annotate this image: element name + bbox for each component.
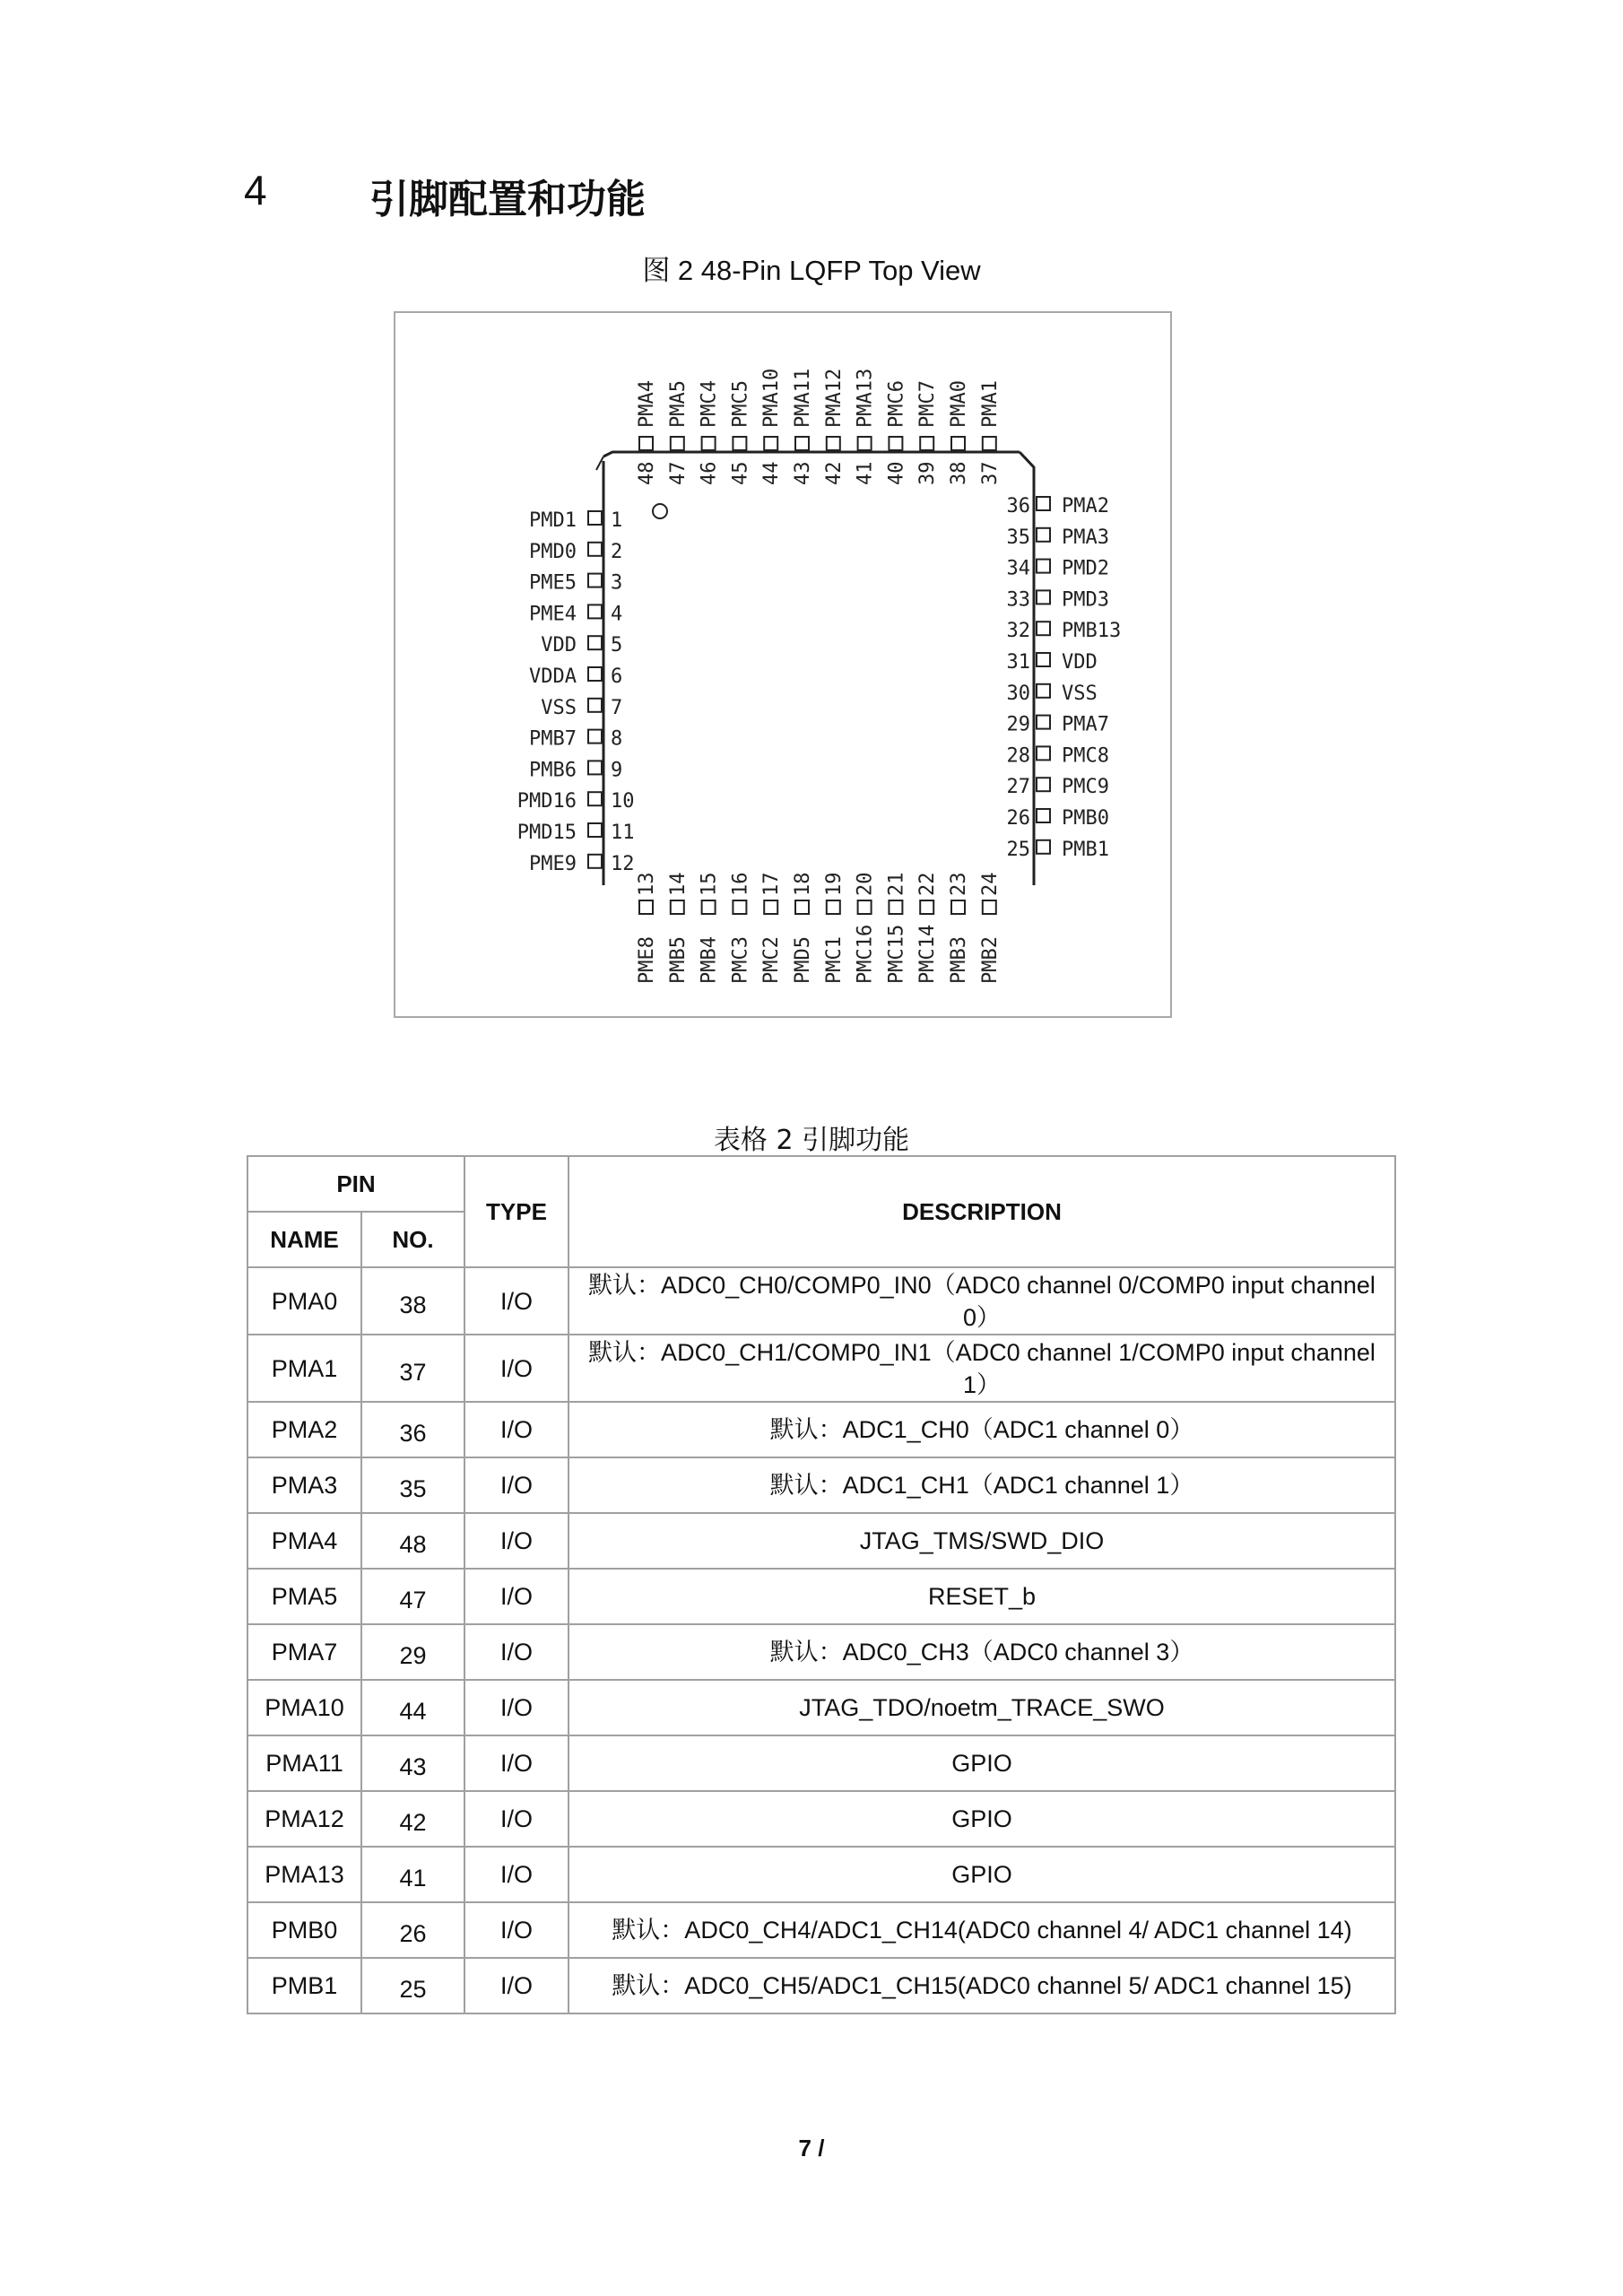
- cell-description: JTAG_TDO/noetm_TRACE_SWO: [568, 1680, 1395, 1735]
- pin-name: VDD: [1062, 651, 1098, 674]
- header-no: NO.: [361, 1212, 464, 1267]
- pin-number: 31: [1006, 651, 1030, 674]
- cell-description: 默认：ADC0_CH5/ADC1_CH15(ADC0 channel 5/ ADC1 channel 15): [568, 1958, 1395, 2013]
- pin-number: 47: [666, 461, 690, 485]
- pin-pad-bottom: [983, 900, 996, 914]
- pin-number: 14: [666, 872, 690, 896]
- pin-name: PMB3: [948, 936, 970, 984]
- pin-number: 39: [916, 461, 940, 485]
- cell-type: I/O: [464, 1735, 568, 1791]
- cell-name: PMA4: [247, 1513, 361, 1569]
- pin-number: 19: [822, 872, 846, 896]
- pin-name: PMB1: [1062, 838, 1109, 861]
- cell-no: 35: [361, 1457, 464, 1513]
- pin-pad-top: [671, 437, 684, 450]
- cell-description: 默认：ADC0_CH0/COMP0_IN0（ADC0 channel 0/COMP0 input channel 0）: [568, 1267, 1395, 1335]
- cell-name: PMA1: [247, 1335, 361, 1402]
- cell-description: 默认：ADC0_CH4/ADC1_CH14(ADC0 channel 4/ ADC1 channel 14): [568, 1902, 1395, 1958]
- pin-pad-right: [1037, 622, 1050, 635]
- cell-name: PMA5: [247, 1569, 361, 1624]
- pin-pad-bottom: [889, 900, 902, 914]
- pin-number: 35: [1006, 526, 1030, 549]
- cell-no: 41: [361, 1847, 464, 1902]
- pin-pad-right: [1037, 746, 1050, 760]
- cell-name: PMB1: [247, 1958, 361, 2013]
- pin-number: 9: [611, 759, 623, 782]
- cell-description: GPIO: [568, 1735, 1395, 1791]
- pin-pad-bottom: [951, 900, 965, 914]
- pin-name: PMD2: [1062, 557, 1109, 580]
- pin-number: 34: [1006, 557, 1030, 580]
- pin-pad-right: [1037, 778, 1050, 791]
- pin-number: 36: [1006, 495, 1030, 517]
- pin-number: 41: [854, 461, 877, 485]
- pin-pad-right: [1037, 528, 1050, 542]
- pin-pad-right: [1037, 653, 1050, 666]
- pin-pad-top: [827, 437, 840, 450]
- cell-no: 38: [361, 1267, 464, 1335]
- pin-name: PMC1: [822, 936, 846, 984]
- pin-number: 1: [611, 509, 623, 532]
- pin-number: 28: [1006, 744, 1030, 768]
- page-number: 7 /: [798, 2135, 825, 2161]
- table-caption: 表格 2 引脚功能: [713, 1125, 910, 1156]
- cell-name: PMA2: [247, 1402, 361, 1457]
- pin-number: 30: [1006, 682, 1030, 705]
- pin-name: PMC15: [885, 924, 908, 984]
- pin-pad-bottom: [733, 900, 746, 914]
- cell-name: PMA11: [247, 1735, 361, 1791]
- pin-pad-left: [588, 792, 602, 805]
- pin-number: 10: [611, 790, 635, 813]
- pin-pad-left: [588, 636, 602, 649]
- pin-name: PMB2: [978, 936, 1002, 984]
- chip-top-edge: [603, 452, 1020, 457]
- cell-type: I/O: [464, 1569, 568, 1624]
- pin-name: PMC8: [1062, 744, 1109, 768]
- section-title: 引脚配置和功能: [369, 177, 646, 222]
- section-number: 4: [244, 167, 267, 213]
- pin-name: PMA4: [636, 380, 658, 428]
- pin-pad-top: [951, 437, 965, 450]
- pin-pad-bottom: [671, 900, 684, 914]
- pin-number: 29: [1006, 713, 1030, 736]
- cell-no: 48: [361, 1513, 464, 1569]
- pin-number: 40: [885, 461, 908, 485]
- pin-name: PMC7: [916, 380, 940, 428]
- pin-pad-left: [588, 511, 602, 525]
- pin-pad-right: [1037, 497, 1050, 510]
- pin-pad-right: [1037, 809, 1050, 822]
- cell-type: I/O: [464, 1958, 568, 2013]
- pin-pad-bottom: [920, 900, 933, 914]
- pin-name: PMD15: [516, 822, 577, 844]
- pin-name: PMB7: [529, 727, 577, 751]
- pin-number: 20: [854, 872, 877, 896]
- pin-number: 3: [611, 571, 623, 595]
- pin-pad-bottom: [639, 900, 653, 914]
- pin-name: PMD0: [529, 540, 577, 563]
- cell-no: 44: [361, 1680, 464, 1735]
- pin-number: 26: [1006, 807, 1030, 830]
- pin-pad-left: [588, 823, 602, 837]
- pin-number: 37: [978, 461, 1002, 485]
- cell-type: I/O: [464, 1335, 568, 1402]
- cell-description: JTAG_TMS/SWD_DIO: [568, 1513, 1395, 1569]
- pin-pad-bottom: [858, 900, 872, 914]
- pin-number: 18: [792, 872, 814, 896]
- pin-name: PMD5: [792, 936, 814, 984]
- pin-number: 32: [1006, 620, 1030, 643]
- pin-pad-left: [588, 604, 602, 618]
- cell-type: I/O: [464, 1513, 568, 1569]
- pin-pad-left: [588, 574, 602, 587]
- pin-number: 24: [978, 872, 1002, 896]
- pin-function-table: [247, 1155, 1396, 2014]
- pin-name: PMA10: [760, 368, 784, 428]
- cell-description: GPIO: [568, 1847, 1395, 1902]
- table-row: [247, 1902, 1395, 1958]
- pin-number: 8: [611, 727, 623, 751]
- cell-name: PMA12: [247, 1791, 361, 1847]
- pin-pad-right: [1037, 684, 1050, 698]
- pin-name: PMD16: [516, 790, 577, 813]
- pin-pad-right: [1037, 590, 1050, 604]
- pin-name: PMC5: [729, 380, 752, 428]
- table-row: [247, 1624, 1395, 1680]
- pin-name: PMA3: [1062, 526, 1109, 549]
- pin-number: 45: [729, 461, 752, 485]
- cell-type: I/O: [464, 1791, 568, 1847]
- cell-description: RESET_b: [568, 1569, 1395, 1624]
- cell-type: I/O: [464, 1267, 568, 1335]
- pin-number: 27: [1006, 776, 1030, 799]
- pin-number: 4: [611, 603, 623, 626]
- header-name: NAME: [247, 1212, 361, 1267]
- cell-description: 默认：ADC1_CH0（ADC1 channel 0）: [568, 1402, 1395, 1457]
- pin-pad-left: [588, 699, 602, 712]
- pin-number: 7: [611, 696, 623, 719]
- pin-name: VDDA: [529, 665, 577, 688]
- pin-pad-top: [858, 437, 872, 450]
- pin-name: VDD: [541, 634, 577, 657]
- cell-no: 42: [361, 1791, 464, 1847]
- pin-name: PMC2: [760, 936, 784, 984]
- cell-name: PMA0: [247, 1267, 361, 1335]
- cell-type: I/O: [464, 1680, 568, 1735]
- pin-number: 6: [611, 665, 623, 688]
- cell-no: 43: [361, 1735, 464, 1791]
- pin-name: PMA13: [854, 368, 877, 428]
- lqfp48-diagram: [395, 313, 1170, 1016]
- pin-number: 16: [729, 872, 752, 896]
- pin-number: 22: [916, 872, 940, 896]
- cell-name: PMA3: [247, 1457, 361, 1513]
- pin-pad-top: [920, 437, 933, 450]
- pin-pad-left: [588, 543, 602, 556]
- pin-name: PMA5: [666, 380, 690, 428]
- pin-pad-bottom: [795, 900, 809, 914]
- pin-name: PMC6: [885, 380, 908, 428]
- cell-description: GPIO: [568, 1791, 1395, 1847]
- pin-name: PMD3: [1062, 588, 1109, 612]
- cell-description: 默认：ADC0_CH3（ADC0 channel 3）: [568, 1624, 1395, 1680]
- cell-name: PMA7: [247, 1624, 361, 1680]
- pin-name: PME8: [636, 936, 658, 984]
- table-row: [247, 1335, 1395, 1402]
- table-row: [247, 1267, 1395, 1335]
- pin-pad-top: [795, 437, 809, 450]
- cell-no: 47: [361, 1569, 464, 1624]
- pin-number: 38: [948, 461, 970, 485]
- pin-pad-top: [764, 437, 777, 450]
- table-row: [247, 1791, 1395, 1847]
- pin-number: 43: [792, 461, 814, 485]
- pin-name: VSS: [541, 696, 577, 719]
- pin-name: PMB4: [698, 936, 721, 984]
- cell-no: 36: [361, 1402, 464, 1457]
- cell-type: I/O: [464, 1902, 568, 1958]
- pin-number: 12: [611, 852, 635, 875]
- cell-no: 37: [361, 1335, 464, 1402]
- pin-number: 23: [948, 872, 970, 896]
- pin-name: PMC9: [1062, 776, 1109, 799]
- pin-pad-right: [1037, 716, 1050, 729]
- pin-name: PMC4: [698, 380, 721, 428]
- pin-name: PMA1: [978, 380, 1002, 428]
- pin-pad-left: [588, 761, 602, 774]
- cell-name: PMB0: [247, 1902, 361, 1958]
- table-row: [247, 1402, 1395, 1457]
- cell-name: PMA10: [247, 1680, 361, 1735]
- pin-pad-top: [639, 437, 653, 450]
- pin-name: PMC14: [916, 924, 940, 984]
- cell-no: 26: [361, 1902, 464, 1958]
- pinout-figure: [394, 311, 1172, 1018]
- cell-description: 默认：ADC0_CH1/COMP0_IN1（ADC0 channel 1/COMP0 input channel 1）: [568, 1335, 1395, 1402]
- pin-name: PMD1: [529, 509, 577, 532]
- table-row: [247, 1680, 1395, 1735]
- pin-pad-top: [983, 437, 996, 450]
- header-type: TYPE: [464, 1156, 568, 1267]
- cell-no: 25: [361, 1958, 464, 2013]
- pin-pad-top: [733, 437, 746, 450]
- pin-number: 48: [636, 461, 658, 485]
- pin-pad-bottom: [764, 900, 777, 914]
- pin-name: VSS: [1062, 682, 1098, 705]
- pin-number: 15: [698, 872, 721, 896]
- pin-number: 33: [1006, 588, 1030, 612]
- table-row: [247, 1457, 1395, 1513]
- table-row: [247, 1847, 1395, 1902]
- pin-pad-top: [889, 437, 902, 450]
- pin-name: PMB0: [1062, 807, 1109, 830]
- table-row: [247, 1735, 1395, 1791]
- pin-pad-right: [1037, 560, 1050, 573]
- pin-number: 25: [1006, 838, 1030, 861]
- header-pin: PIN: [247, 1156, 464, 1212]
- pin-number: 5: [611, 634, 623, 657]
- pin-name: PMA2: [1062, 495, 1109, 517]
- table-row: [247, 1569, 1395, 1624]
- pin-pad-bottom: [827, 900, 840, 914]
- pin-name: PMB5: [666, 936, 690, 984]
- table-row: [247, 1958, 1395, 2013]
- pin-number: 11: [611, 822, 635, 844]
- pin-name: PMA0: [948, 380, 970, 428]
- pin-number: 42: [822, 461, 846, 485]
- pin-name: PMA12: [822, 368, 846, 428]
- figure-caption: 图 2 48-Pin LQFP Top View: [642, 255, 981, 286]
- pin-number: 17: [760, 872, 784, 896]
- pin-name: PMC3: [729, 936, 752, 984]
- pin-pad-bottom: [702, 900, 716, 914]
- pin-pad-left: [588, 730, 602, 744]
- pin-pad-left: [588, 667, 602, 681]
- pin-name: PMA7: [1062, 713, 1109, 736]
- pin-number: 13: [636, 872, 658, 896]
- pin-name: PMC16: [854, 924, 877, 984]
- pin-number: 44: [760, 461, 784, 485]
- pin-name: PME9: [529, 852, 577, 875]
- cell-type: I/O: [464, 1624, 568, 1680]
- pin-number: 46: [698, 461, 721, 485]
- pin-number: 2: [611, 540, 623, 563]
- pin-number: 21: [885, 872, 908, 896]
- pin-name: PME4: [529, 603, 577, 626]
- pin-name: PMB13: [1062, 620, 1122, 643]
- pin-pad-right: [1037, 840, 1050, 854]
- cell-type: I/O: [464, 1457, 568, 1513]
- table-row: [247, 1513, 1395, 1569]
- pin1-marker-circle: [653, 504, 667, 518]
- cell-name: PMA13: [247, 1847, 361, 1902]
- cell-description: 默认：ADC1_CH1（ADC1 channel 1）: [568, 1457, 1395, 1513]
- pin-name: PME5: [529, 571, 577, 595]
- pin-name: PMB6: [529, 759, 577, 782]
- header-description: DESCRIPTION: [568, 1156, 1395, 1267]
- pin-pad-left: [588, 855, 602, 868]
- cell-type: I/O: [464, 1402, 568, 1457]
- pin-name: PMA11: [792, 368, 814, 428]
- pin-pad-top: [702, 437, 716, 450]
- cell-type: I/O: [464, 1847, 568, 1902]
- cell-no: 29: [361, 1624, 464, 1680]
